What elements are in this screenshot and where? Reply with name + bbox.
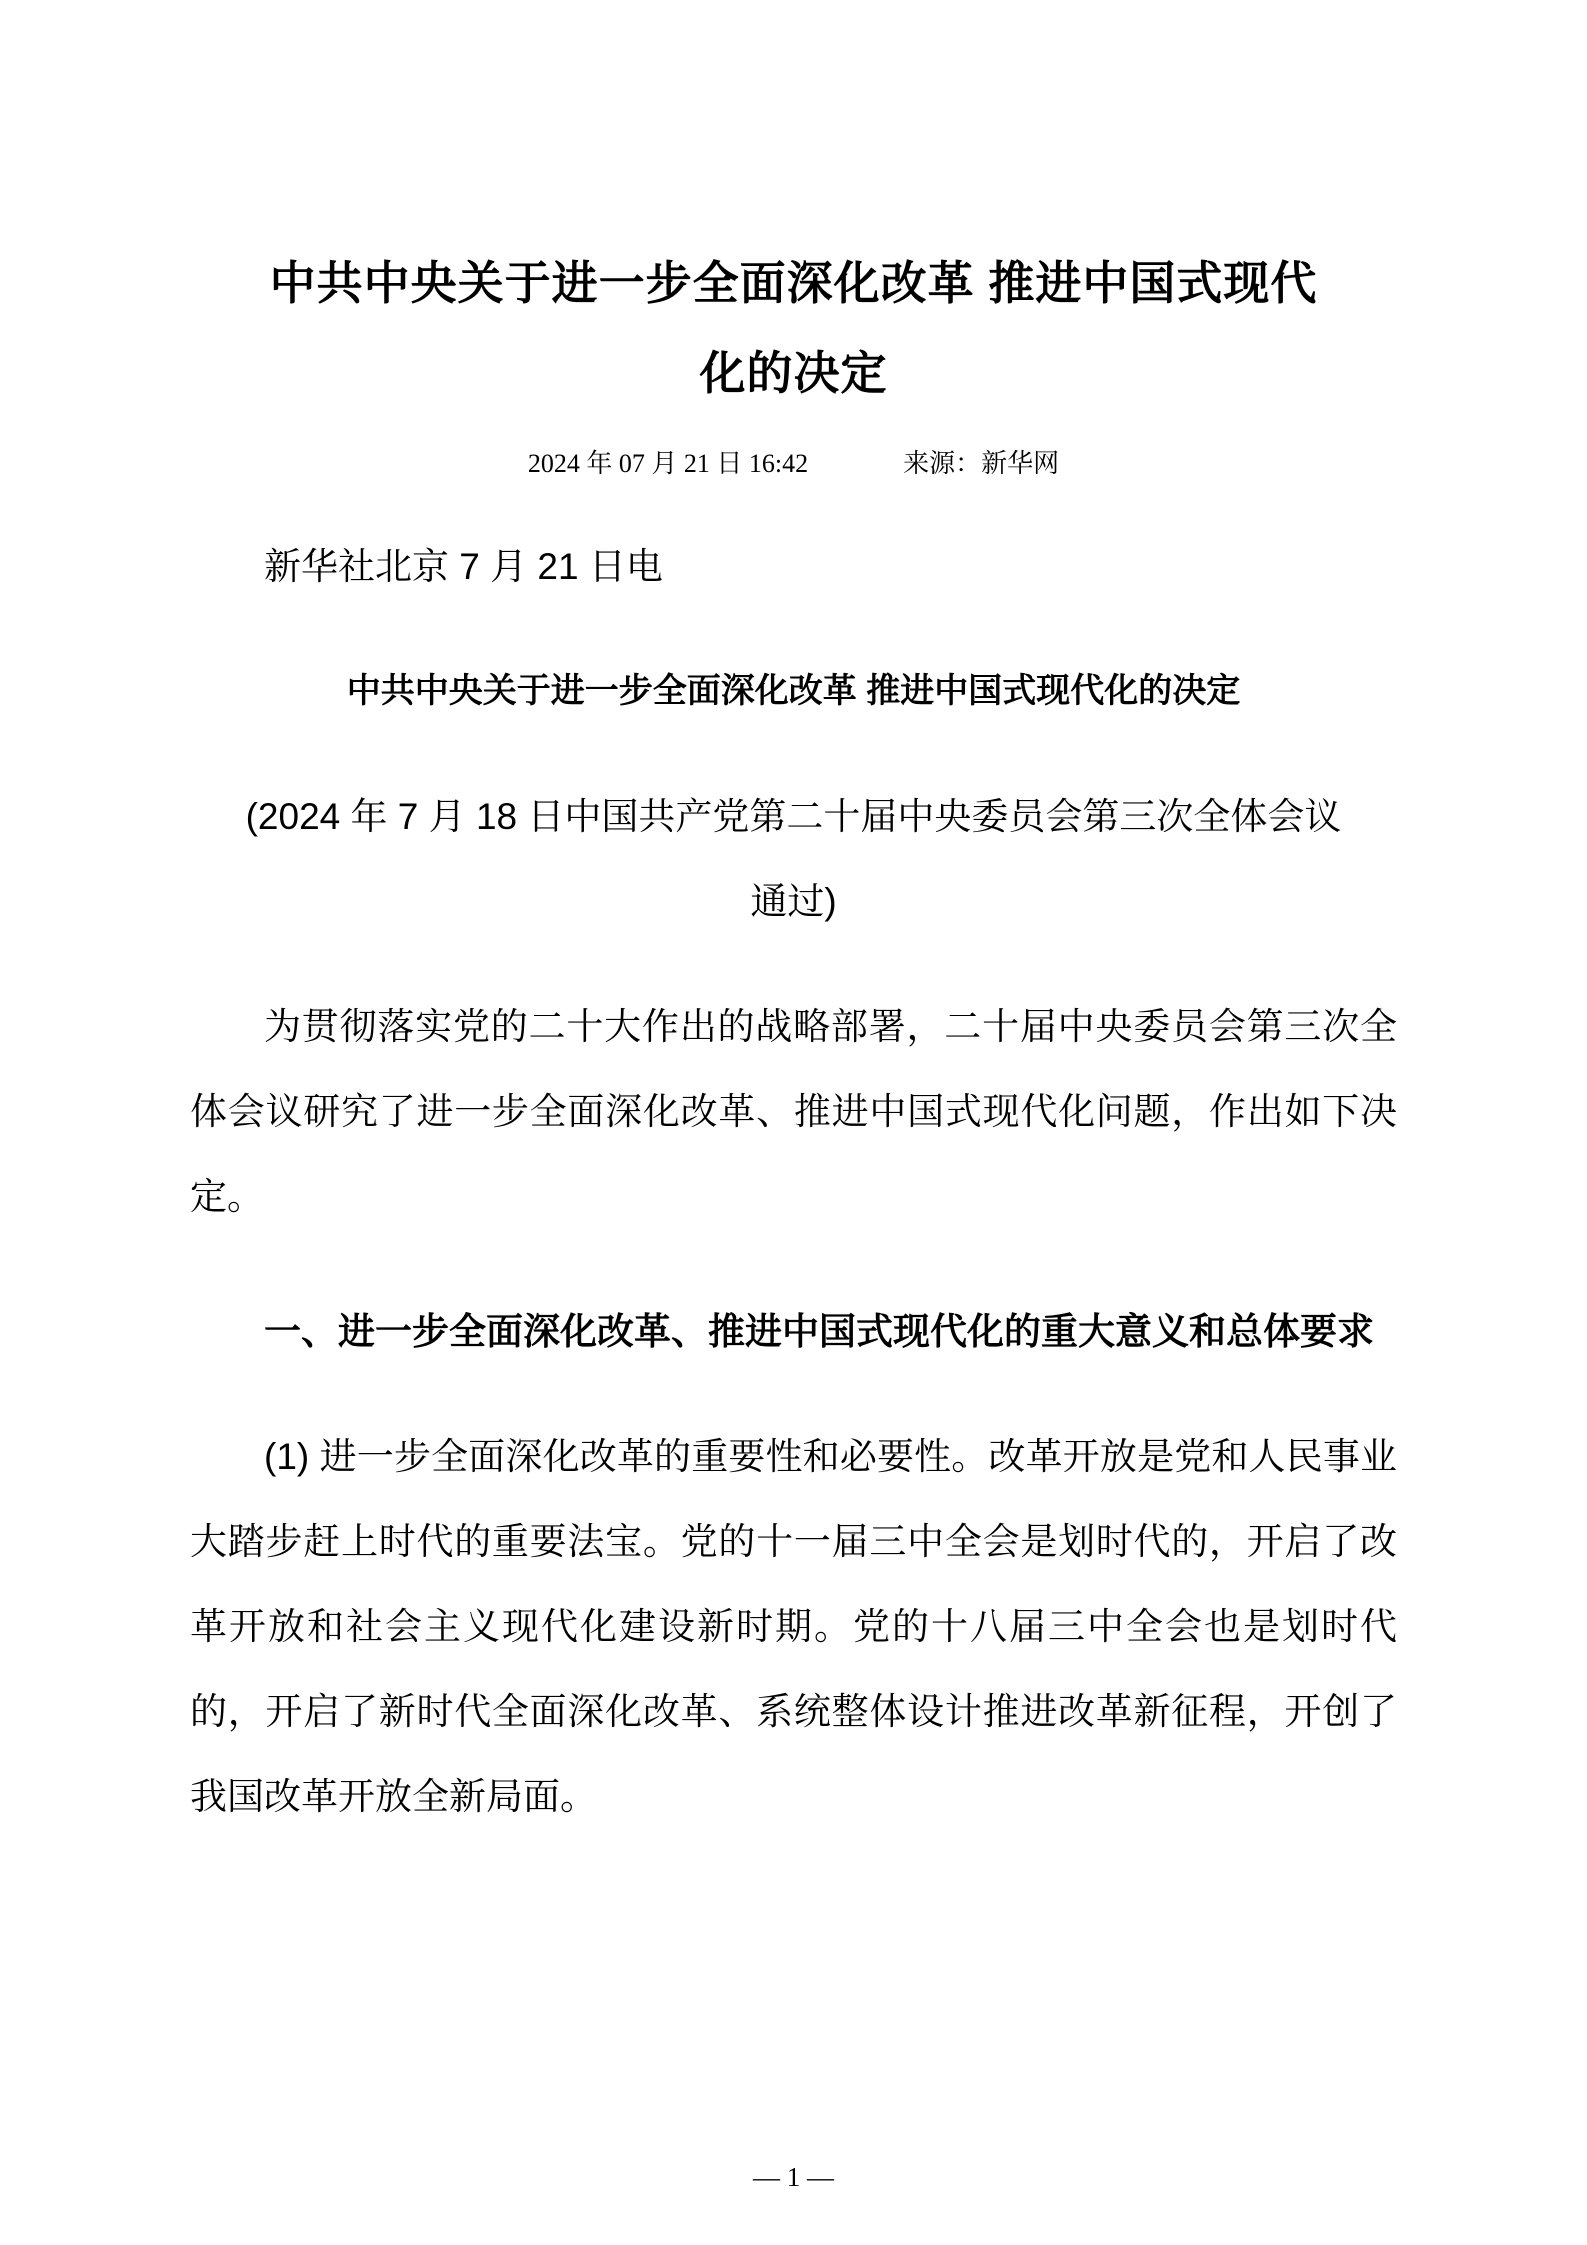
- publish-datetime: 2024 年 07 月 21 日 16:42: [527, 449, 809, 478]
- document-title: [190, 238, 1397, 418]
- adoption-note-line-1: (2024 年 7 月 18 日中国共产党第二十届中央委员会第三次全体会议: [245, 796, 1342, 837]
- paragraph-item-1: (1) 进一步全面深化改革的重要性和必要性。改革开放是党和人民事业大踏步赶上时代的重要法宝。党的十一届三中全会是划时代的，开启了改革开放和社会主义现代化建设新时期。党的十八届三中全会也是划时代的，开启了新时代全面深化改革、系统整体设计推进改革新征程，开创了我国改革开放全新局面。: [190, 1436, 1397, 1817]
- adoption-note: [190, 774, 1397, 944]
- section-heading: 一、进一步全面深化改革、推进中国式现代化的重大意义和总体要求: [264, 1311, 1374, 1352]
- dateline: 新华社北京 7 月 21 日电: [264, 546, 663, 587]
- paragraph-preamble: 为贯彻落实党的二十大作出的战略部署，二十届中央委员会第三次全体会议研究了进一步全面深化改革、推进中国式现代化问题，作出如下决定。: [190, 1006, 1397, 1217]
- document-subtitle: 中共中央关于进一步全面深化改革 推进中国式现代化的决定: [346, 672, 1241, 710]
- title-line-2: 化的决定: [699, 347, 888, 399]
- adoption-note-line-2: 通过): [750, 881, 837, 922]
- source-label: 来源：新华网: [903, 449, 1060, 478]
- meta-row: [190, 444, 1397, 484]
- page-number: — 1 —: [753, 2162, 834, 2192]
- title-line-1: 中共中央关于进一步全面深化改革 推进中国式现代: [269, 257, 1318, 309]
